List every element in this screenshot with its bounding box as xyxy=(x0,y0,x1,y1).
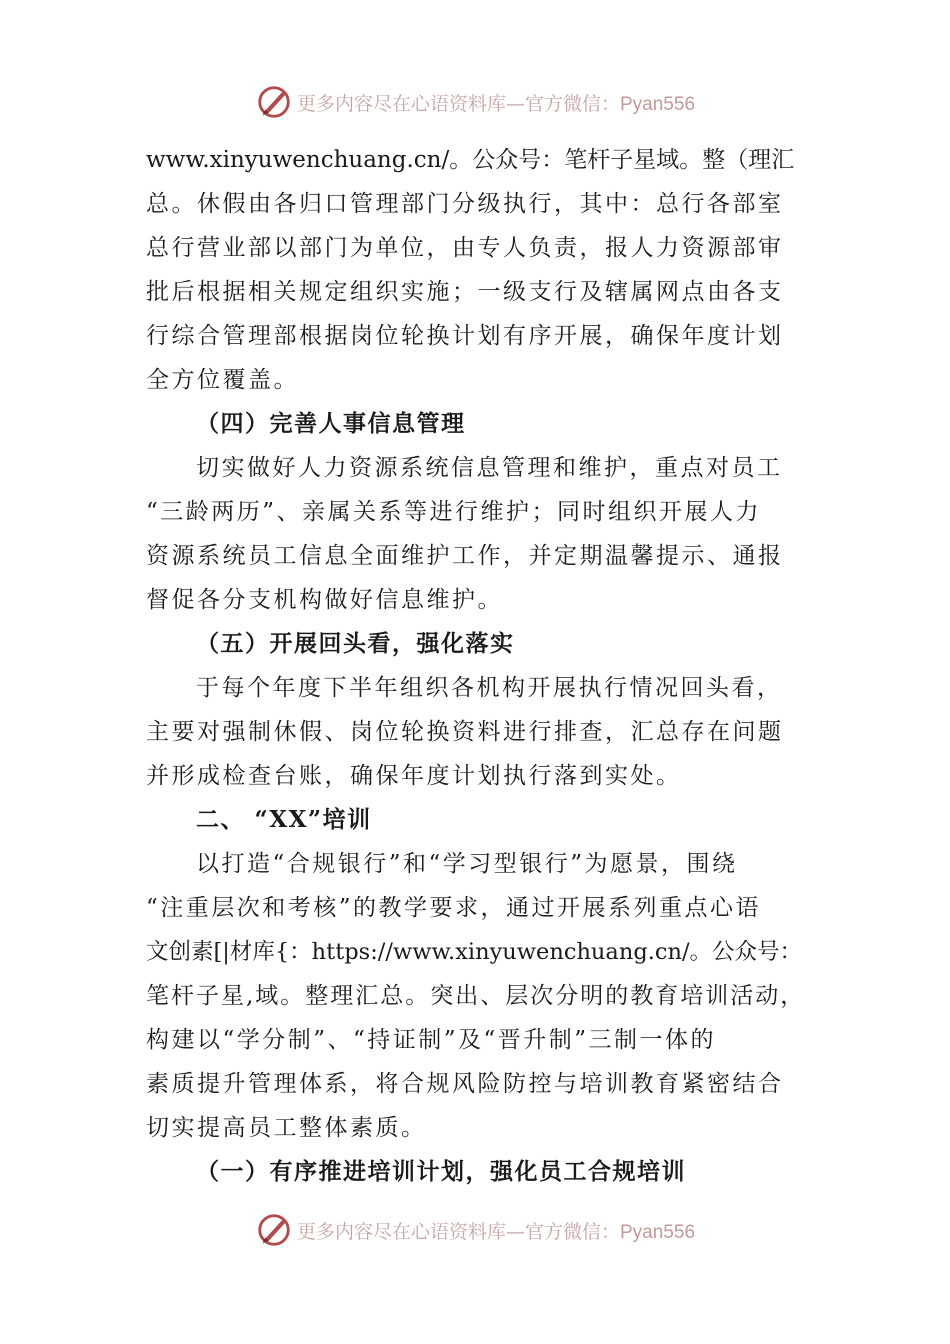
paragraph-line: 督促各分支机构做好信息维护。 xyxy=(146,587,503,613)
watermark-label: 更多内容尽在心语资料库—官方微信： xyxy=(296,1220,620,1243)
watermark-header xyxy=(0,82,950,122)
watermark-account: Pyan556 xyxy=(620,1221,696,1243)
paragraph-line: 主要对强制休假、岗位轮换资料进行排查，汇总存在问题 xyxy=(146,719,784,745)
paragraph-line: 切实做好人力资源系统信息管理和维护，重点对员工 xyxy=(196,455,783,481)
watermark-footer xyxy=(0,1210,950,1250)
paragraph-line: “注重层次和考核”的教学要求，通过开展系列重点心语 xyxy=(146,895,762,921)
section-heading: （五）开展回头看，强化落实 xyxy=(196,630,515,657)
paragraph-line: 构建以“学分制”、“持证制”及“晋升制”三制一体的 xyxy=(146,1027,717,1053)
paragraph-line: 总。休假由各归口管理部门分级执行，其中：总行各部室 xyxy=(146,191,784,217)
paragraph-line: 文创素[|材库{：https://www.xinyuwenchuang.cn/。公众号： xyxy=(146,939,803,965)
paragraph-line: “三龄两历”、亲属关系等进行维护；同时组织开展人力 xyxy=(146,499,762,525)
pen-seal-icon xyxy=(255,83,293,121)
paragraph-line: 笔杆子星,域。整理汇总。突出、层次分明的教育培训活动， xyxy=(146,983,806,1009)
paragraph-line: 总行营业部以部门为单位，由专人负责，报人力资源部审 xyxy=(146,235,784,261)
watermark-label: 更多内容尽在心语资料库—官方微信： xyxy=(296,92,620,115)
paragraph-line: 切实提高员工整体素质。 xyxy=(146,1115,427,1141)
watermark-account: Pyan556 xyxy=(620,93,696,115)
paragraph-line: 资源系统员工信息全面维护工作，并定期温馨提示、通报 xyxy=(146,543,784,569)
paragraph-line: 素质提升管理体系，将合规风险防控与培训教育紧密结合 xyxy=(146,1071,784,1097)
paragraph-line: 批后根据相关规定组织实施；一级支行及辖属网点由各支 xyxy=(146,279,784,305)
section-heading: 二、 “XX”培训 xyxy=(196,806,372,833)
pen-seal-icon xyxy=(255,1211,293,1249)
paragraph-line: www.xinyuwenchuang.cn/。公众号：笔杆子星域。整（理汇 xyxy=(146,147,795,173)
paragraph-line: 以打造“合规银行”和“学习型银行”为愿景，围绕 xyxy=(196,851,738,877)
paragraph-line: 行综合管理部根据岗位轮换计划有序开展，确保年度计划 xyxy=(146,323,784,349)
section-heading: （四）完善人事信息管理 xyxy=(196,410,466,437)
watermark-text xyxy=(297,1217,695,1244)
document-body xyxy=(146,138,811,1194)
paragraph-line: 于每个年度下半年组织各机构开展执行情况回头看， xyxy=(196,675,783,701)
paragraph-line: 并形成检查台账，确保年度计划执行落到实处。 xyxy=(146,763,682,789)
paragraph-line: 全方位覆盖。 xyxy=(146,367,299,393)
section-heading: （一）有序推进培训计划，强化员工合规培训 xyxy=(196,1158,686,1185)
watermark-text xyxy=(297,89,695,116)
